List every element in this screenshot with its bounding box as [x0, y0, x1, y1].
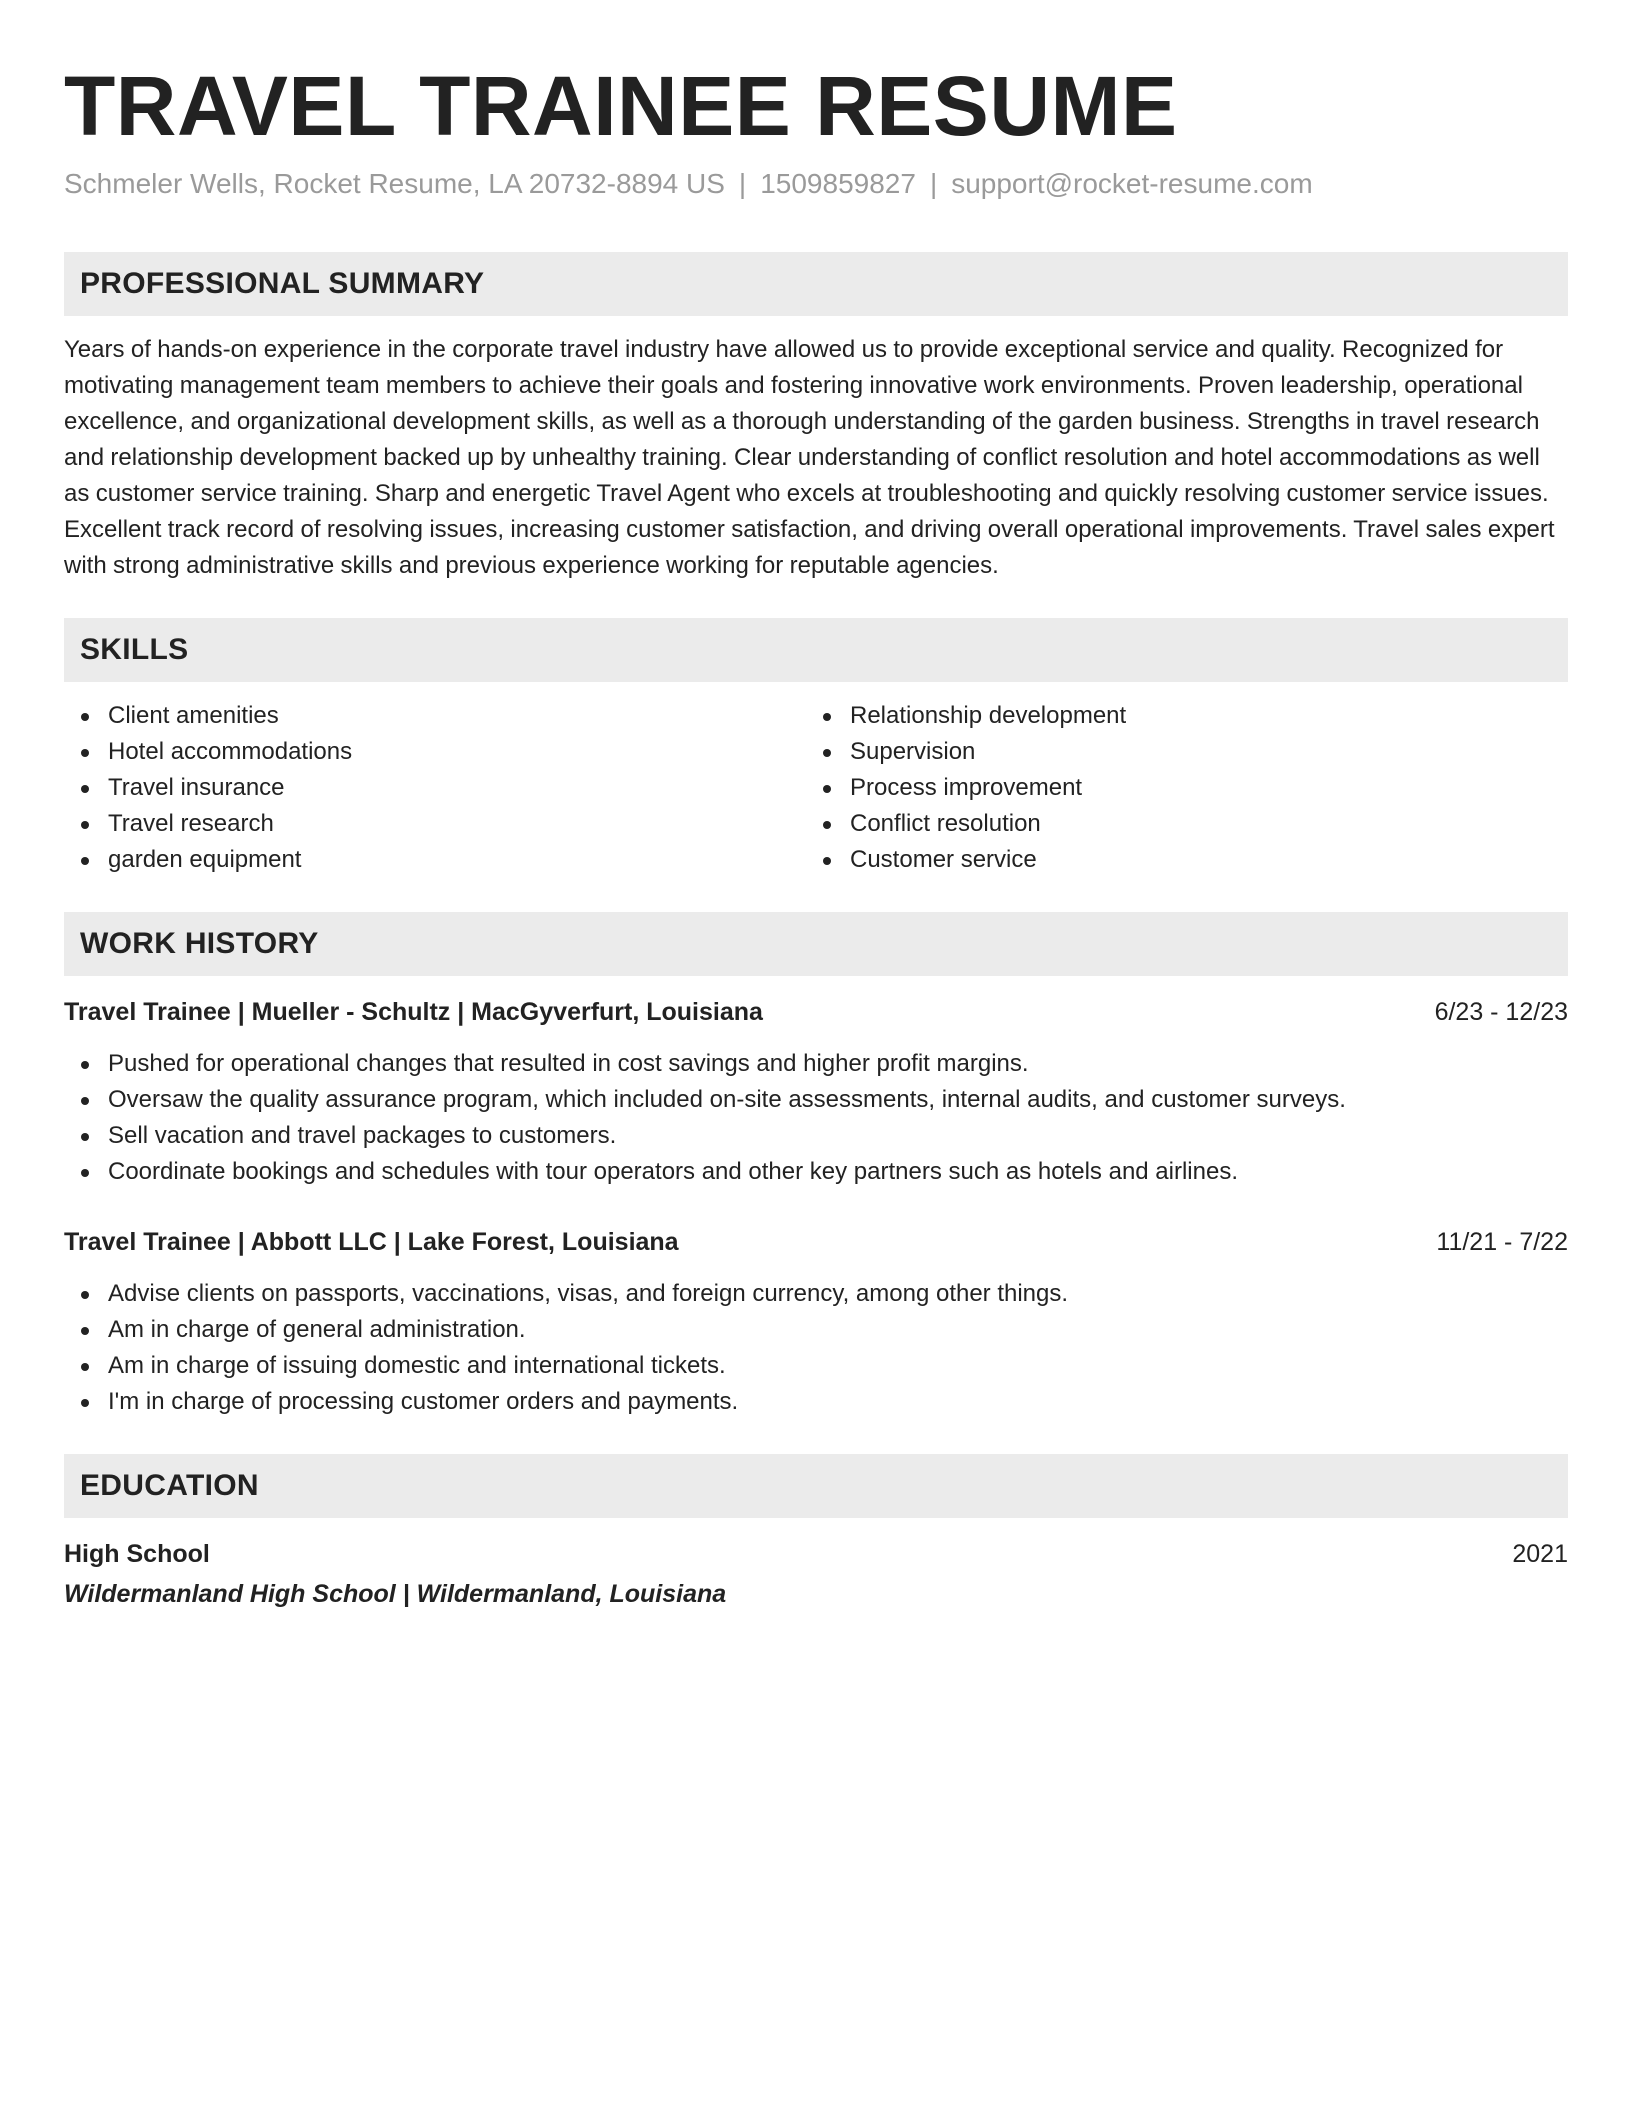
job-dates: 11/21 - 7/22 — [1436, 1228, 1568, 1256]
job-title: Travel Trainee | Abbott LLC | Lake Forest, Louisiana — [64, 1228, 679, 1256]
job-heading — [64, 994, 1568, 1030]
contact-separator: | — [738, 168, 747, 199]
contact-separator: | — [929, 168, 938, 199]
skill-item: Hotel accommodations — [108, 734, 806, 770]
skill-item: Conflict resolution — [850, 806, 1548, 842]
job-entry — [64, 994, 1568, 1190]
job-bullet: Pushed for operational changes that resulted in cost savings and higher profit margins. — [108, 1046, 1568, 1082]
summary-text: Years of hands-on experience in the corporate travel industry have allowed us to provide exceptional service and quality. Recognized for motivating management team members to achieve their goals and fostering innovative work environments. Proven leadership, operational excellence, and organizational development skills, as well as a thorough understanding of the garden business. Strengths in travel research and relationship development backed up by unhealthy training. Clear understanding of conflict resolution and hotel accommodations as well as customer service training. Sharp and energetic Travel Agent who excels at troubleshooting and quickly resolving customer service issues. Excellent track record of resolving issues, increasing customer satisfaction, and driving overall operational improvements. Travel sales expert with strong administrative skills and previous experience working for reputable agencies. — [64, 336, 1555, 579]
job-dates: 6/23 - 12/23 — [1434, 998, 1568, 1026]
job-bullet: Sell vacation and travel packages to customers. — [108, 1118, 1568, 1154]
section-header-education: EDUCATION — [64, 1454, 1568, 1518]
skills-column-right — [806, 698, 1548, 878]
job-bullet: Oversaw the quality assurance program, which included on-site assessments, internal audits, and customer surveys. — [108, 1082, 1568, 1118]
skill-item: garden equipment — [108, 842, 806, 878]
section-header-summary: PROFESSIONAL SUMMARY — [64, 252, 1568, 316]
job-bullets — [64, 1046, 1568, 1190]
resume-page — [64, 0, 1568, 1612]
job-title: Travel Trainee | Mueller - Schultz | MacGyverfurt, Louisiana — [64, 998, 763, 1026]
section-header-work-history: WORK HISTORY — [64, 912, 1568, 976]
contact-email[interactable]: support@rocket-resume.com — [951, 168, 1313, 199]
contact-address: Schmeler Wells, Rocket Resume, LA 20732-8894 US — [64, 168, 725, 199]
section-header-skills: SKILLS — [64, 618, 1568, 682]
contact-phone: 1509859827 — [760, 168, 916, 199]
job-bullets — [64, 1276, 1568, 1420]
job-bullet: Advise clients on passports, vaccinations, visas, and foreign currency, among other things. — [108, 1276, 1568, 1312]
page-title: TRAVEL TRAINEE RESUME — [64, 59, 1178, 153]
job-entry — [64, 1224, 1568, 1420]
skill-item: Supervision — [850, 734, 1548, 770]
skill-item: Process improvement — [850, 770, 1548, 806]
job-bullet: Am in charge of general administration. — [108, 1312, 1568, 1348]
education-heading — [64, 1536, 1568, 1572]
education-school: Wildermanland High School | Wildermanland, Louisiana — [64, 1580, 727, 1608]
skill-item: Travel insurance — [108, 770, 806, 806]
education-entry — [64, 1536, 1568, 1612]
job-bullet: I'm in charge of processing customer orders and payments. — [108, 1384, 1568, 1420]
skills-list — [64, 698, 1568, 878]
contact-line — [64, 166, 1568, 202]
skill-item: Travel research — [108, 806, 806, 842]
job-heading — [64, 1224, 1568, 1260]
job-bullet: Coordinate bookings and schedules with tour operators and other key partners such as hotels and airlines. — [108, 1154, 1568, 1190]
education-year: 2021 — [1512, 1540, 1568, 1568]
education-degree: High School — [64, 1540, 210, 1568]
skills-column-left — [64, 698, 806, 878]
skill-item: Relationship development — [850, 698, 1548, 734]
skill-item: Client amenities — [108, 698, 806, 734]
skill-item: Customer service — [850, 842, 1548, 878]
job-bullet: Am in charge of issuing domestic and international tickets. — [108, 1348, 1568, 1384]
